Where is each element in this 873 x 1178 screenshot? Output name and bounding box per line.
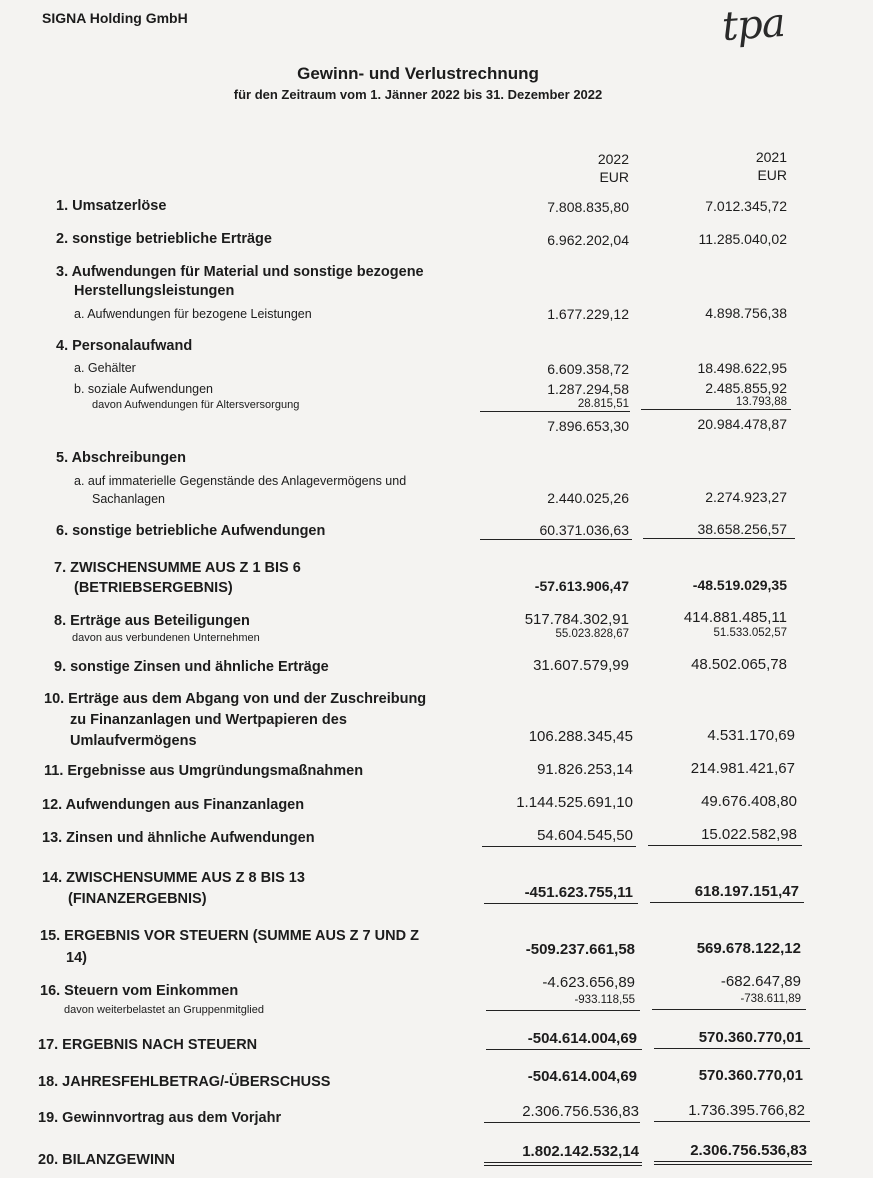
value-2021-altersversorgung: 13.793,88 (735, 396, 787, 408)
row-label-sonstige-aufwendungen: 6. sonstige betriebliche Aufwendungen (56, 523, 326, 539)
value-2022-nach-steuern: -504.614.004,69 (527, 1030, 637, 1047)
total-line-6-2021 (643, 538, 795, 539)
row-label-material-1: 3. Aufwendungen für Material und sonstige bezogene (56, 264, 424, 280)
value-2021-abgang: 4.531.170,69 (707, 727, 795, 744)
value-2022-soziale-aufwendungen: 1.287.294,58 (547, 381, 629, 397)
double-line-20-2022 (484, 1162, 642, 1166)
row-label-sonstige-ertraege: 2. sonstige betriebliche Erträge (56, 231, 272, 247)
total-line-13-2022 (482, 846, 636, 847)
value-2021-bezogene-leistungen: 4.898.756,38 (705, 305, 787, 321)
row-label-gehaelter: a. Gehälter (74, 361, 136, 375)
company-name: SIGNA Holding GmbH (42, 10, 188, 26)
row-label-zwischensumme-1-6-b: (BETRIEBSERGEBNIS) (74, 580, 233, 596)
row-label-bezogene-leistungen: a. Aufwendungen für bezogene Leistungen (74, 307, 312, 321)
value-2021-sonstige-aufwendungen: 38.658.256,57 (697, 521, 787, 537)
value-2021-bilanzgewinn: 2.306.756.536,83 (690, 1142, 807, 1159)
value-2021-sonstige-ertraege: 11.285.040,02 (698, 231, 787, 247)
value-2021-verbundene-unternehmen: 51.533.052,57 (713, 627, 787, 639)
total-line-6-2022 (480, 539, 632, 540)
value-2022-bezogene-leistungen: 1.677.229,12 (547, 306, 629, 322)
row-label-umsatzerloese: 1. Umsatzerlöse (56, 198, 167, 214)
row-label-beteiligungen: 8. Erträge aus Beteiligungen (54, 613, 250, 629)
value-2021-steuern-einkommen: -682.647,89 (720, 973, 801, 990)
row-label-umgruendung: 11. Ergebnisse aus Umgründungsmaßnahmen (44, 763, 364, 779)
value-2022-sonstige-ertraege: 6.962.202,04 (547, 232, 629, 248)
value-2021-beteiligungen: 414.881.485,11 (683, 609, 787, 626)
total-line-16-2021 (652, 1009, 806, 1010)
value-2021-abschreibungen: 2.274.923,27 (705, 489, 787, 505)
row-label-soziale-aufwendungen: b. soziale Aufwendungen (74, 382, 213, 396)
row-label-gewinnvortrag: 19. Gewinnvortrag aus dem Vorjahr (38, 1110, 282, 1126)
column-header-2021 (756, 148, 787, 184)
value-2022-vor-steuern: -509.237.661,58 (525, 941, 635, 958)
value-2021-zinsen-aufwendungen: 15.022.582,98 (701, 826, 797, 843)
value-2021-soziale-aufwendungen: 2.485.855,92 (705, 380, 787, 396)
row-label-weiterbelastet: davon weiterbelastet an Gruppenmitglied (64, 1004, 264, 1016)
value-2021-aufw-finanzanlagen: 49.676.408,80 (701, 793, 797, 810)
row-label-aufw-finanzanlagen: 12. Aufwendungen aus Finanzanlagen (42, 797, 305, 813)
row-label-zinsen-aufwendungen: 13. Zinsen und ähnliche Aufwendungen (42, 830, 315, 846)
row-label-personalaufwand: 4. Personalaufwand (56, 338, 193, 354)
value-2022-zinsen-aufwendungen: 54.604.545,50 (537, 827, 633, 844)
value-2021-umsatzerloese: 7.012.345,72 (705, 198, 787, 214)
column-header-2022 (598, 150, 629, 186)
value-2021-finanzergebnis: 618.197.151,47 (694, 883, 799, 900)
row-label-jahresfehlbetrag: 18. JAHRESFEHLBETRAG/-ÜBERSCHUSS (38, 1074, 331, 1090)
row-label-zwischensumme-8-13-a: 14. ZWISCHENSUMME AUS Z 8 BIS 13 (42, 870, 305, 886)
row-label-abgang-2: zu Finanzanlagen und Wertpapieren des (70, 712, 347, 728)
column-year-2021: 2021 (755, 149, 787, 165)
row-label-material-2: Herstellungsleistungen (74, 283, 235, 299)
double-line-20-2021 (654, 1161, 812, 1165)
total-line-14-2022 (484, 903, 638, 904)
row-label-vor-steuern-b: 14) (66, 950, 87, 966)
value-2021-gewinnvortrag: 1.736.395.766,82 (688, 1102, 805, 1119)
value-2022-beteiligungen: 517.784.302,91 (524, 611, 629, 628)
value-2021-vor-steuern: 569.678.122,12 (696, 940, 801, 957)
column-currency-2022: EUR (599, 169, 629, 185)
subtotal-line-2021 (641, 409, 791, 410)
row-label-abgang-1: 10. Erträge aus dem Abgang von und der Zuschreibung (44, 691, 427, 707)
row-label-zwischensumme-8-13-b: (FINANZERGEBNIS) (68, 891, 207, 907)
row-label-abschreibungen: 5. Abschreibungen (56, 450, 186, 466)
value-2021-betriebsergebnis: -48.519.029,35 (692, 577, 787, 593)
value-2022-weiterbelastet: -933.118,55 (574, 994, 635, 1006)
row-label-verbundene-unternehmen: davon aus verbundenen Unternehmen (72, 632, 260, 644)
total-line-19-2022 (484, 1122, 640, 1123)
value-2022-abgang: 106.288.345,45 (528, 728, 633, 745)
total-line-13-2021 (648, 845, 802, 846)
row-label-altersversorgung: davon Aufwendungen für Altersversorgung (92, 399, 300, 411)
value-2022-gehaelter: 6.609.358,72 (547, 361, 629, 377)
value-2021-gehaelter: 18.498.622,95 (697, 360, 787, 376)
value-2022-bilanzgewinn: 1.802.142.532,14 (522, 1143, 639, 1160)
row-label-zinsen-ertraege: 9. sonstige Zinsen und ähnliche Erträge (54, 659, 329, 675)
value-2022-umgruendung: 91.826.253,14 (537, 761, 633, 778)
subtotal-line-2022 (480, 411, 630, 412)
value-2021-umgruendung: 214.981.421,67 (690, 760, 795, 777)
value-2022-umsatzerloese: 7.808.835,80 (547, 199, 629, 215)
value-2022-jahresfehlbetrag: -504.614.004,69 (527, 1068, 637, 1085)
value-2022-personalaufwand-total: 7.896.653,30 (547, 418, 629, 434)
value-2022-finanzergebnis: -451.623.755,11 (524, 884, 633, 901)
row-label-immaterielle-2: Sachanlagen (92, 492, 165, 506)
value-2022-steuern-einkommen: -4.623.656,89 (542, 974, 635, 991)
total-line-19-2021 (654, 1121, 810, 1122)
column-year-2022: 2022 (597, 151, 629, 167)
value-2022-verbundene-unternehmen: 55.023.828,67 (555, 628, 629, 640)
column-currency-2021: EUR (757, 167, 787, 183)
total-line-17-2022 (486, 1049, 642, 1050)
row-label-bilanzgewinn: 20. BILANZGEWINN (38, 1152, 175, 1168)
period-subtitle: für den Zeitraum vom 1. Jänner 2022 bis 31. Dezember 2022 (233, 87, 603, 102)
value-2021-jahresfehlbetrag: 570.360.770,01 (698, 1067, 803, 1084)
value-2021-zinsen-ertraege: 48.502.065,78 (691, 656, 787, 673)
row-label-abgang-3: Umlaufvermögens (70, 733, 197, 749)
row-label-nach-steuern: 17. ERGEBNIS NACH STEUERN (38, 1037, 258, 1053)
tpa-logo: tpa (720, 0, 787, 51)
row-label-zwischensumme-1-6-a: 7. ZWISCHENSUMME AUS Z 1 BIS 6 (54, 560, 301, 576)
value-2021-weiterbelastet: -738.611,89 (740, 993, 801, 1005)
value-2022-sonstige-aufwendungen: 60.371.036,63 (539, 522, 629, 538)
row-label-immaterielle-1: a. auf immaterielle Gegenstände des Anlagevermögens und (74, 474, 407, 488)
value-2021-nach-steuern: 570.360.770,01 (698, 1029, 803, 1046)
value-2022-abschreibungen: 2.440.025,26 (547, 490, 629, 506)
total-line-17-2021 (654, 1048, 810, 1049)
total-line-16-2022 (486, 1010, 640, 1011)
value-2022-zinsen-ertraege: 31.607.579,99 (533, 657, 629, 674)
value-2021-personalaufwand-total: 20.984.478,87 (697, 416, 787, 432)
row-label-steuern-einkommen: 16. Steuern vom Einkommen (40, 983, 239, 999)
value-2022-altersversorgung: 28.815,51 (577, 398, 629, 410)
value-2022-betriebsergebnis: -57.613.906,47 (534, 578, 629, 594)
total-line-14-2021 (650, 902, 804, 903)
value-2022-aufw-finanzanlagen: 1.144.525.691,10 (516, 794, 633, 811)
value-2022-gewinnvortrag: 2.306.756.536,83 (522, 1103, 639, 1120)
row-label-vor-steuern-a: 15. ERGEBNIS VOR STEUERN (SUMME AUS Z 7 UND Z (40, 928, 419, 944)
page-title: Gewinn- und Verlustrechnung (297, 64, 539, 83)
